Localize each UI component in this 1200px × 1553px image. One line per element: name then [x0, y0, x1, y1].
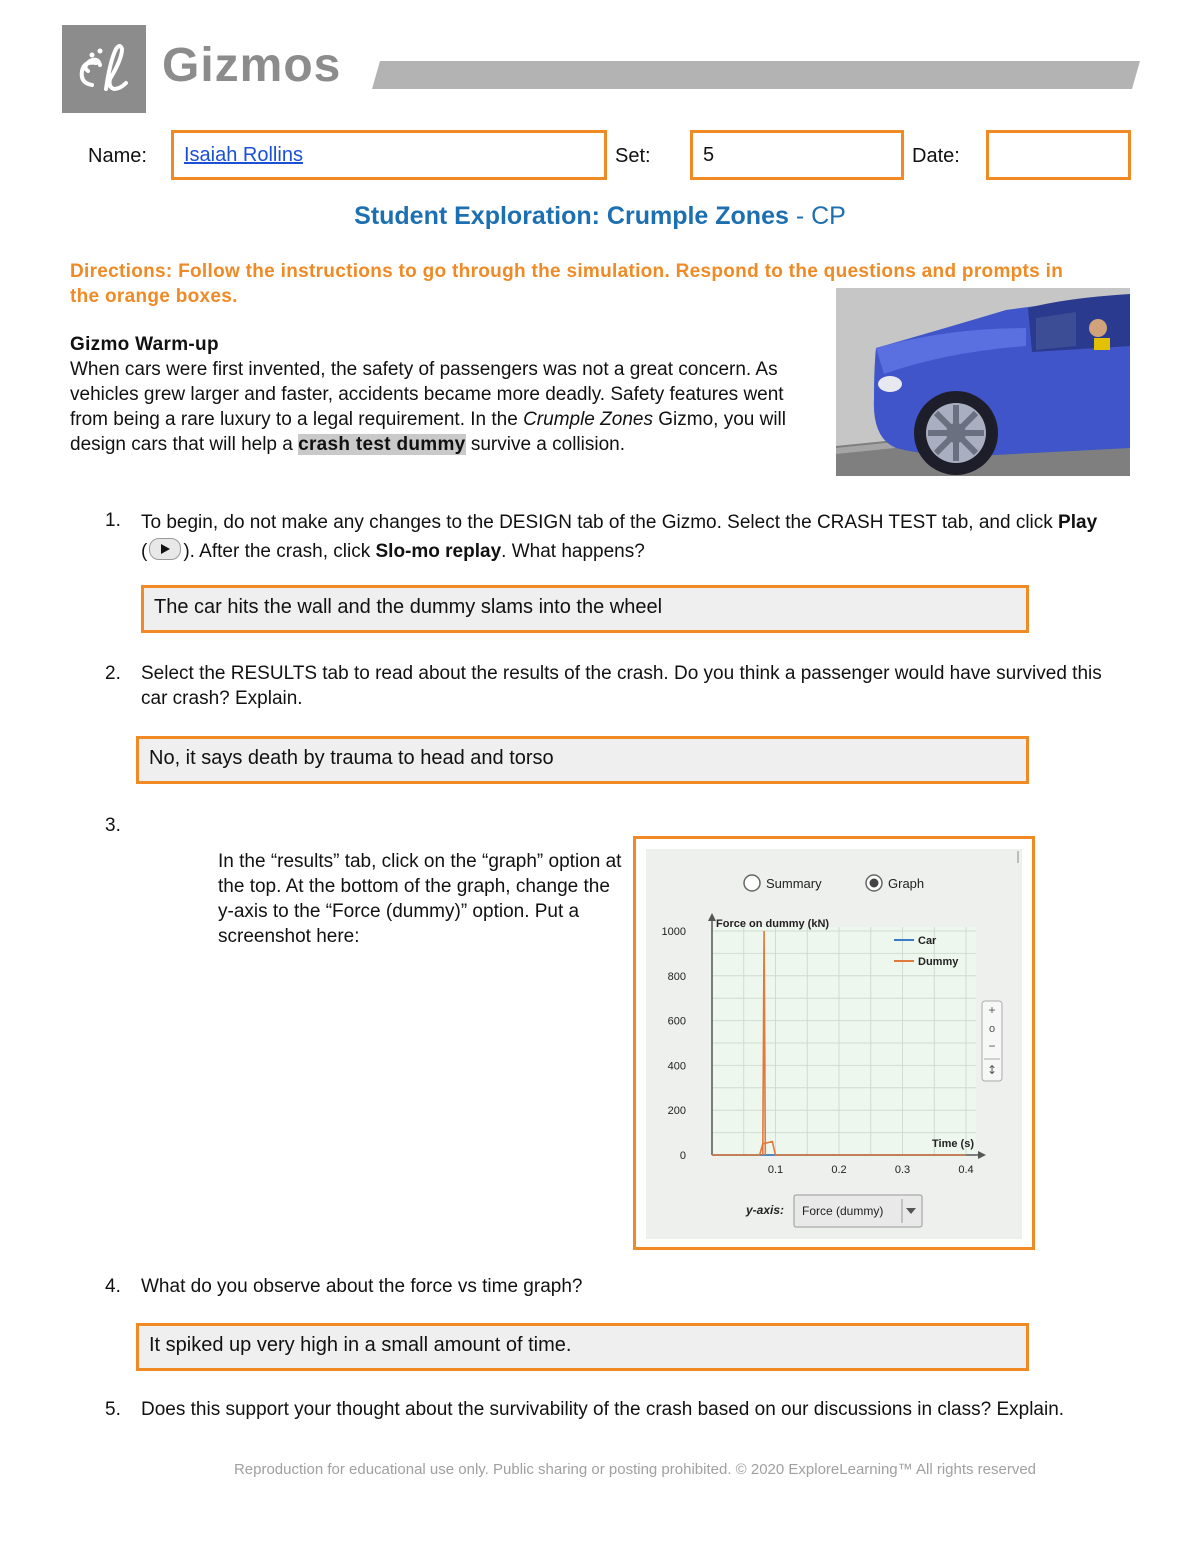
x-tick-label: 0.2	[831, 1164, 847, 1176]
legend-label: Car	[918, 935, 937, 947]
force-time-graph	[646, 849, 1022, 1239]
question-1-answer: The car hits the wall and the dummy slams into the wheel	[154, 596, 663, 618]
set-field[interactable]	[690, 130, 904, 180]
question-2-number: 2.	[105, 663, 121, 684]
date-field[interactable]	[986, 130, 1131, 180]
question-1-answer-box[interactable]	[141, 585, 1029, 633]
zoom-fit-icon[interactable]: ↕	[986, 1063, 998, 1077]
y-tick-label: 0	[679, 1150, 686, 1162]
summary-radio-icon[interactable]	[744, 875, 760, 891]
yaxis-label: y-axis:	[746, 1203, 785, 1217]
question-5-number: 5.	[105, 1399, 121, 1420]
legend-label: Dummy	[918, 956, 959, 968]
x-axis-arrow-icon	[978, 1151, 986, 1159]
question-4-number: 4.	[105, 1276, 121, 1297]
question-5-text: Does this support your thought about the survivability of the crash based on our discussions in class? Explain.	[141, 1399, 1065, 1420]
y-axis-arrow-icon	[708, 913, 716, 921]
question-4-answer-box[interactable]	[136, 1323, 1029, 1371]
q1-text-4: . What happens?	[501, 541, 645, 562]
explorelearning-logo	[62, 25, 146, 113]
warmup-text-3: survive a collision.	[465, 434, 625, 455]
question-2-answer-box[interactable]	[136, 736, 1029, 784]
question-1-text	[141, 508, 1101, 566]
set-value: 5	[703, 144, 715, 166]
q1-text-1: To begin, do not make any changes to the DESIGN tab of the Gizmo. Select the CRASH TEST tab, and click	[141, 512, 1059, 533]
warmup-paragraph	[70, 357, 790, 457]
x-tick-label: 0.1	[767, 1164, 784, 1176]
question-4-text: What do you observe about the force vs time graph?	[141, 1276, 583, 1297]
question-3-number: 3.	[105, 815, 121, 836]
q1-text-3: ). After the crash, click	[183, 541, 376, 562]
gizmo-graph-screenshot	[646, 849, 1022, 1239]
question-4-answer: It spiked up very high in a small amount of time.	[149, 1334, 572, 1356]
directions-text: Directions: Follow the instructions to go through the simulation. Respond to the questions and prompts in the orange boxes.	[70, 261, 1064, 307]
header-decorative-bar	[372, 61, 1140, 89]
page-title-suffix: - CP	[788, 202, 846, 230]
summary-radio-label: Summary	[766, 876, 822, 891]
copyright-footer: Reproduction for educational use only. Public sharing or posting prohibited. © 2020 ExploreLearning™ All rights reserved	[233, 1461, 1037, 1478]
graph-radio-selected-dot	[870, 879, 879, 888]
q1-text-2: (	[141, 541, 148, 562]
q1-bold-slomo: Slo-mo replay	[375, 541, 502, 562]
page-title	[0, 202, 1200, 231]
x-axis-title: Time (s)	[932, 1138, 974, 1150]
q1-bold-play: Play	[1058, 512, 1098, 533]
y-tick-label: 400	[667, 1060, 686, 1073]
car-illustration	[836, 288, 1130, 476]
gizmos-brand: Gizmos	[162, 39, 342, 92]
question-2-answer: No, it says death by trauma to head and torso	[149, 747, 554, 769]
warmup-text-1: When cars were first invented, the safety of passengers was not a great concern. As vehicles grew larger and faster, accidents became more deadly. Safety features went from being a rare luxury to a legal requirement. In the	[70, 359, 784, 430]
el-logo-icon	[62, 25, 146, 113]
graph-screenshot-box	[633, 836, 1035, 1250]
y-axis-title: Force on dummy (kN)	[716, 918, 830, 930]
graph-radio-label: Graph	[888, 876, 925, 891]
y-tick-label: 600	[667, 1015, 686, 1028]
warmup-gizmo-name: Crumple Zones	[523, 409, 653, 430]
name-label: Name:	[88, 145, 147, 167]
name-field[interactable]	[171, 130, 607, 180]
set-label: Set:	[615, 145, 651, 167]
date-label: Date:	[912, 145, 960, 167]
x-tick-label: 0.3	[894, 1164, 911, 1176]
play-button-icon	[149, 538, 181, 560]
question-3-text: In the “results” tab, click on the “graph” option at the top. At the bottom of the graph, change the y-axis to the “Force (dummy)” option. Put a screenshot here:	[218, 851, 622, 947]
y-tick-label: 800	[667, 970, 686, 983]
question-2-text: Select the RESULTS tab to read about the results of the crash. Do you think a passenger would have survived this car crash? Explain.	[141, 663, 1102, 709]
warmup-heading: Gizmo Warm-up	[70, 334, 219, 355]
y-tick-label: 1000	[661, 926, 686, 938]
zoom-reset-icon[interactable]: o	[988, 1023, 996, 1035]
car-image	[836, 288, 1130, 476]
name-value: Isaiah Rollins	[184, 144, 303, 166]
warmup-highlight: crash test dummy	[298, 434, 466, 455]
y-tick-label: 200	[667, 1105, 686, 1118]
question-1-number: 1.	[105, 510, 121, 531]
page-title-main: Student Exploration: Crumple Zones	[354, 202, 789, 230]
zoom-in-icon[interactable]: +	[988, 1003, 996, 1017]
warmup-text-2: Gizmo, you will design cars that will help a	[70, 409, 786, 455]
x-tick-label: 0.4	[958, 1164, 974, 1176]
yaxis-select-value: Force (dummy)	[802, 1204, 884, 1218]
zoom-out-icon[interactable]: −	[988, 1039, 996, 1053]
